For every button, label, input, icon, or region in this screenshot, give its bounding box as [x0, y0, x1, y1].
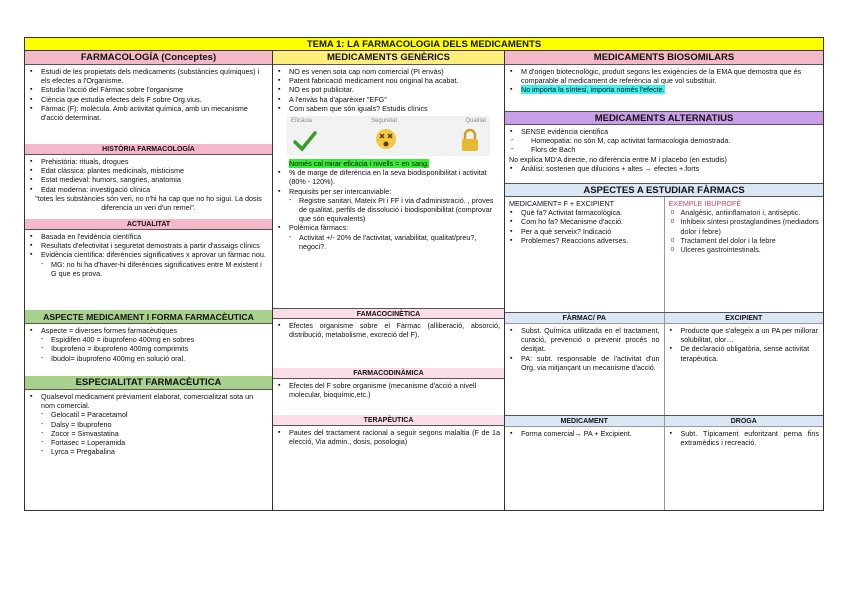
- list-item: ▪ A l'envàs ha d'aparèixer "EFG": [277, 95, 500, 104]
- farmac-pa-cell: [505, 313, 665, 415]
- aspectes-left-box: [505, 208, 664, 248]
- especialitat-header: ESPECIALITAT FARMACÈUTICA: [25, 376, 272, 390]
- list-item: ▪ M d'origen biotecnològic, produït segons les exigències de la EMA que demostra que és comparable al medicament de referència al que vol substituir.: [509, 67, 819, 85]
- list-item: - Registre sanitari, Mateix PI i FF i via d'administració. , proves de qualitat, perfils de dissolució i biodisponibilitat (comprovar que són equivalents): [277, 196, 500, 224]
- list-item: o Inhibeix síntesi prostaglandines (mediadors dolor i febre): [669, 217, 820, 235]
- list-item: - Zocor = Simvastatina: [29, 429, 268, 438]
- farmacologia-box: [25, 65, 272, 144]
- medicament-header: MEDICAMENT: [505, 416, 664, 427]
- aspectes-left-header: MEDICAMENT= F + EXCIPIENT: [509, 199, 615, 208]
- list-item: ▪ Edat clàssica: plantes medicinals, misticisme: [29, 166, 268, 175]
- page-title: TEMA 1: LA FARMACOLOGIA DELS MEDICAMENTS: [25, 38, 823, 51]
- lock-icon: [460, 128, 480, 152]
- list-item: - Gelocatil = Paracetamol: [29, 410, 268, 419]
- historia-header: HISTÒRIA FARMACOLOGÍA: [25, 144, 272, 155]
- column-left: [25, 51, 273, 510]
- summary-sheet: [24, 37, 824, 511]
- historia-box: [25, 155, 272, 219]
- list-item: ▪ Efectes organisme sobre el Fàrmac (alliberació, absorció, distribució, metabolisme, excreció del F).: [277, 321, 500, 339]
- list-item: ▪ Edat moderna: investigació clínica: [29, 185, 268, 194]
- equal-blood-levels-highlight: Només cal mirar eficàcia i nivells = en sang.: [289, 159, 430, 169]
- list-item: ▪ Per a què serveix? Indicació: [509, 227, 660, 236]
- medicament-box: [505, 427, 664, 441]
- list-item: [509, 85, 819, 94]
- check-icon: [293, 130, 317, 152]
- list-item: - Flors de Bach: [509, 145, 819, 154]
- list-item: ▪ Subst. Química utilitzada en el tractament, curació, prevenció o prevenir procés no desitjat.: [509, 326, 660, 354]
- aspectes-header: ASPECTES A ESTUDIAR FÀRMACS: [505, 183, 823, 197]
- exemple-ibuprofe-header: EXEMPLE IBUPROFÈ: [668, 199, 742, 208]
- aspectes-grid: [505, 197, 823, 312]
- biosimilars-box: [505, 65, 823, 111]
- historia-quote: "totes les substàncies són veri, no n'hi ha cap que no ho sigui. La dosis diferencia un veri d'un remei".: [35, 193, 262, 213]
- qualitat-label: Qualitat: [465, 118, 486, 125]
- list-item: - Dalsy = Ibuprofeno: [29, 420, 268, 429]
- list-item: ▪ Fàrmac (F): molècula. Amb activitat química, amb un mecanisme d'acció determinat.: [29, 104, 268, 122]
- medicament-droga-grid: [505, 415, 823, 510]
- list-item: - Homeopatia: no són M, cap activitat farmacologia demostrada.: [509, 136, 819, 145]
- list-item: o Ulceres gastrointestinals.: [669, 245, 820, 254]
- aspecte-header: ASPECTE MEDICAMENT I FORMA FARMACÈUTICA: [25, 310, 272, 324]
- especialitat-box: [25, 390, 272, 459]
- aspectes-left: [505, 197, 665, 312]
- seguretat-label: Seguretat: [371, 118, 398, 125]
- list-item: ▪ Aspecte = diverses formes farmacèutiques: [29, 326, 268, 335]
- list-item: ▪ Subt. Típicament euforitzant perna fins extramèdics i recreació.: [669, 429, 820, 447]
- droga-cell: [665, 416, 824, 510]
- dizzy-face-icon: [375, 128, 397, 150]
- list-item: - Lyrca = Pregabalina: [29, 447, 268, 456]
- list-item: ▪ Què fa? Activitat farmacològica.: [509, 208, 660, 217]
- list-item: ▪ Basada en l'evidència científica: [29, 232, 268, 241]
- list-item: - Ibuprofeno = ibuprofeno 400mg comprimits: [29, 344, 268, 353]
- farmac-excipient-grid: [505, 312, 823, 415]
- alternatius-header: MEDICAMENTS ALTERNATIUS: [505, 111, 823, 125]
- list-item: ▪ Prehistòria: rituals, drogues: [29, 157, 268, 166]
- list-item: ▪ Ciència que estudia efectes dels F sobre Org.vius.: [29, 95, 268, 104]
- list-item: ▪ Com sabem que són iguals? Estudis clínics: [277, 104, 500, 113]
- actualitat-box: [25, 230, 272, 310]
- no-importa-sintesi-highlight: No importa la síntesi, importa només l'efecte.: [521, 85, 665, 95]
- biosimilars-header: MEDICAMENTS BIOSOMILARS: [505, 51, 823, 65]
- list-item: ▪ Estat medieval: humors, sangries, anatomia: [29, 175, 268, 184]
- excipient-box: [665, 324, 824, 366]
- excipient-cell: [665, 313, 824, 415]
- droga-box: [665, 427, 824, 450]
- actualitat-header: ACTUALITAT: [25, 219, 272, 230]
- list-item: ▪ Forma comercial→ PA + Excipient.: [509, 429, 660, 438]
- list-item: ▪ Anàlisi: sostenen que dilucions + altes → efectes +.forts: [509, 164, 819, 173]
- list-item: ▪ Evidència científica: diferències significatives x aprovar un fàrmac nou.: [29, 250, 268, 259]
- list-item: ▪ Pautes del tractament racional a seguir segons malaltia (F de 1a elecció, Via admin., dosis, posologia): [277, 428, 500, 446]
- list-item: ▪ % de marge de diferència en la seva biodisponibilitat i activitat (80% - 120%).: [277, 168, 500, 186]
- list-item: ▪ NO es venen sota cap nom comercial (PI envàs): [277, 67, 500, 76]
- list-item: ▪ NO es pot publicitar.: [277, 85, 500, 94]
- list-item: - MG: no hi ha d'haver-hi diferències significatives entre M existent i G que es prova.: [29, 260, 268, 278]
- list-item: ▪ Efectes del F sobre organisme (mecanisme d'acció a nivell molecular, bioquímic,etc.): [277, 381, 500, 399]
- list-item: - Ibudol= ibuprofeno 400mg en solució oral.: [29, 354, 268, 363]
- farmacodinamica-box: [273, 379, 504, 415]
- list-item: ▪ Estudia l'acció del Fàrmac sobre l'organisme: [29, 85, 268, 94]
- famacocinetica-header: FAMACOCINÈTICA: [273, 308, 504, 319]
- droga-header: DROGA: [665, 416, 824, 427]
- famacocinetica-box: [273, 319, 504, 368]
- efficacy-safety-quality-illustration: [287, 116, 490, 156]
- list-item: ▪ De declaració obligatòria, sense activitat terapèutica.: [669, 344, 820, 362]
- terapeutica-box: [273, 426, 504, 449]
- list-item: No explica MD'A directe, no diferència entre M i placebo (en estudis): [509, 154, 727, 164]
- list-item: ▪ Producte que s'afegeix a un PA per millorar solubilitat, olor…: [669, 326, 820, 344]
- column-right: [505, 51, 823, 510]
- list-item: ▪ Qualsevol medicament prèviament elaborat, comercialitzat sota un nom comercial.: [29, 392, 268, 410]
- farmac-pa-box: [505, 324, 664, 375]
- column-middle: [273, 51, 505, 510]
- list-item: ▪ Com ho fa? Mecanisme d'acció.: [509, 217, 660, 226]
- aspectes-right-box: [665, 208, 824, 257]
- list-item: ▪ Requisits per ser intercanviable:: [277, 187, 500, 196]
- list-item: ▪ SENSE evidència científica: [509, 127, 819, 136]
- eficacia-label: Eficàcia: [291, 118, 313, 125]
- medicament-cell: [505, 416, 665, 510]
- list-item: ▪ PA: subt. responsable de l'activitat d'un Org. via mitjançant un mecanisme d'acció.: [509, 354, 660, 372]
- list-item: o Analgèsic, antiinflamatori i, antisèptic.: [669, 208, 820, 217]
- list-item: ▪ Estudi de les propietats dels medicaments (substàncies químiques) i els efectes a l'Organisme.: [29, 67, 268, 85]
- list-item: - Espidifen 400 = ibuprofeno 400mg en sobres: [29, 335, 268, 344]
- list-item: - Fortasec = Loperamida: [29, 438, 268, 447]
- aspectes-right: [665, 197, 824, 312]
- list-item: o Tractament del dolor i la febre: [669, 236, 820, 245]
- list-item: ▪ Resultats d'efectivitat i seguretat demostrats a partir d'assaigs clínics: [29, 241, 268, 250]
- terapeutica-header: TERAPÈUTICA: [273, 415, 504, 426]
- farmacodinamica-header: FARMACODINÀMICA: [273, 368, 504, 379]
- aspecte-box: [25, 324, 272, 376]
- excipient-header: EXCIPIENT: [665, 313, 824, 324]
- list-item: - Activitat +/- 20% de l'activitat, variabilitat, qualitat/preu?, negoci?.: [277, 233, 500, 251]
- list-item: ▪ Polèmica fàrmacs:: [277, 223, 500, 232]
- alternatius-box: [505, 125, 823, 183]
- generics-box: [273, 65, 504, 308]
- farmac-pa-header: FÀRMAC/ PA: [505, 313, 664, 324]
- generics-header: MEDICAMENTS GENÈRICS: [273, 51, 504, 65]
- list-item: ▪ Patent fabricació medicament nou original ha acabat.: [277, 76, 500, 85]
- farmacologia-header: FARMACOLOGÍA (Conceptes): [25, 51, 272, 65]
- list-item: ▪ Problemes? Reaccions adverses.: [509, 236, 660, 245]
